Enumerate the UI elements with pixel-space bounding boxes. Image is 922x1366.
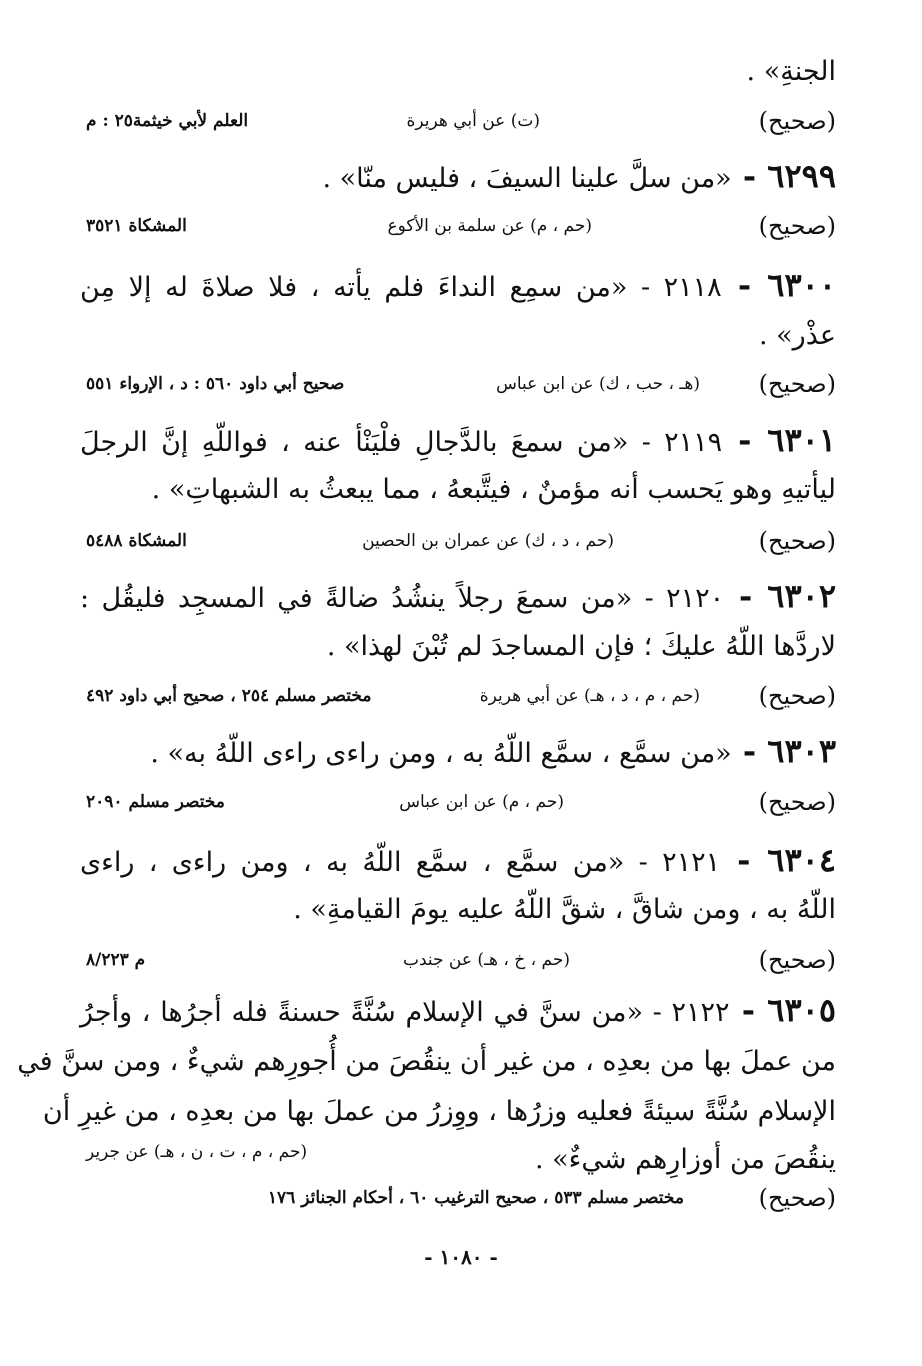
hadith-meta (0, 782, 922, 822)
text-line: لاردَّها اللّهُ عليكَ ؛ فإن المساجدَ لم تُبْنَ لهذا» . (326, 631, 836, 662)
grade-badge: (صحيح) (758, 212, 836, 240)
reference-text: م ٨/٢٢٣ (86, 950, 146, 970)
hadith-line: ٦٣٠٤ - ٢١٢١ - «من سمَّع ، سمَّع اللّهُ به ، ومن راءى ، راءى (80, 841, 837, 879)
hadith-line: ٦٣٠٠ - ٢١١٨ - «من سمِع النداءَ فلم يأته ، فلا صلاةَ له إلا مِن (80, 266, 836, 304)
hadith-line: ٦٣٠٣ - «من سمَّع ، سمَّع اللّهُ به ، ومن راءى راءى اللّهُ به» . (150, 732, 836, 770)
hadith-number: ٦٢٩٩ - (731, 157, 836, 195)
source-text: (حم ، م) عن ابن عباس (399, 792, 564, 812)
hadith-line: ٦٢٩٩ - «من سلَّ علينا السيفَ ، فليس منّا» . (322, 157, 836, 195)
text-line: الإسلام سُنَّةً سيئةً فعليه وزرُها ، ووِزرُ من عملَ بها من بعدِه ، من غيرِ أن (42, 1096, 836, 1127)
reference-text: مختصر مسلم ٥٣٣ ، صحيح الترغيب ٦٠ ، أحكام الجنائز ١٧٦ (267, 1188, 684, 1208)
hadith-meta (0, 206, 922, 246)
hadith-meta (0, 521, 922, 561)
text-line: من عملَ بها من بعدِه ، من غير أن ينقُصَ من أُجورِهم شيءٌ ، ومن سنَّ في (17, 1046, 836, 1077)
source-text: (حم ، د ، ك) عن عمران بن الحصين (362, 531, 614, 551)
reference-text: مختصر مسلم ٢٠٩٠ (86, 792, 225, 812)
text-line: عذْر» . (758, 320, 836, 351)
grade-badge: (صحيح) (758, 1184, 836, 1212)
text-line: اللّهُ به ، ومن شاقَّ ، شقَّ اللّهُ عليه يومَ القيامةِ» . (293, 894, 836, 925)
grade-badge: (صحيح) (758, 682, 836, 710)
hadith-meta (0, 1178, 922, 1218)
reference-text: المشكاة ٣٥٢١ (86, 216, 187, 236)
text-line: ليأتيهِ وهو يَحسب أنه مؤمنٌ ، فيتَّبعهُ ، مما يبعثُ به الشبهاتِ» . (151, 474, 836, 505)
hadith-meta (0, 101, 922, 141)
source-text: (حم ، م) عن سلمة بن الأكوع (387, 216, 592, 236)
hadith-meta (0, 940, 922, 980)
grade-badge: (صحيح) (758, 527, 836, 555)
hadith-line: ٦٣٠١ - ٢١١٩ - «من سمعَ بالدَّجالِ فلْيَنْأ عنه ، فواللّهِ إنَّ الرجلَ (80, 421, 836, 459)
source-text: (ت) عن أبي هريرة (406, 111, 540, 131)
reference-text: المشكاة ٥٤٨٨ (86, 531, 187, 551)
page-number: - ١٠٨٠ - (424, 1245, 498, 1269)
reference-text: مختصر مسلم ٢٥٤ ، صحيح أبي داود ٤٩٢ (86, 686, 372, 706)
hadith-line: ٦٣٠٥ - ٢١٢٢ - «من سنَّ في الإسلام سُنَّةً حسنةً فله أجرُها ، وأجرُ (80, 991, 836, 1029)
source-text: (حم ، م ، د ، هـ) عن أبي هريرة (479, 686, 700, 706)
grade-badge: (صحيح) (758, 946, 836, 974)
text-line: الجنةِ» . (746, 56, 836, 87)
source-text: (حم ، خ ، هـ) عن جندب (402, 950, 570, 970)
hadith-number: ٦٣٠٢ - (724, 577, 836, 615)
grade-badge: (صحيح) (758, 370, 836, 398)
hadith-number: ٦٣٠٥ - (729, 991, 836, 1029)
hadith-line: ٦٣٠٢ - ٢١٢٠ - «من سمعَ رجلاً ينشُدُ ضالةً في المسجِد فليقُل : (80, 577, 836, 615)
source-text: (هـ ، حب ، ك) عن ابن عباس (496, 374, 700, 394)
grade-badge: (صحيح) (758, 107, 836, 135)
hadith-number: ٦٣٠٣ - (731, 732, 836, 770)
reference-text: العلم لأبي خيثمة٢٥ : م (86, 111, 249, 131)
grade-badge: (صحيح) (758, 788, 836, 816)
hadith-meta (0, 364, 922, 404)
hadith-number: ٦٣٠٠ - (721, 266, 836, 304)
text-line: ينقُصَ من أوزارِهم شيءٌ» . (535, 1144, 836, 1175)
hadith-number: ٦٣٠٤ - (720, 841, 837, 879)
hadith-number: ٦٣٠١ - (722, 421, 836, 459)
source-text: (حم ، م ، ت ، ن ، هـ) عن جرير (86, 1142, 308, 1162)
reference-text: صحيح أبي داود ٥٦٠ : د ، الإرواء ٥٥١ (86, 374, 345, 394)
hadith-meta (0, 676, 922, 716)
